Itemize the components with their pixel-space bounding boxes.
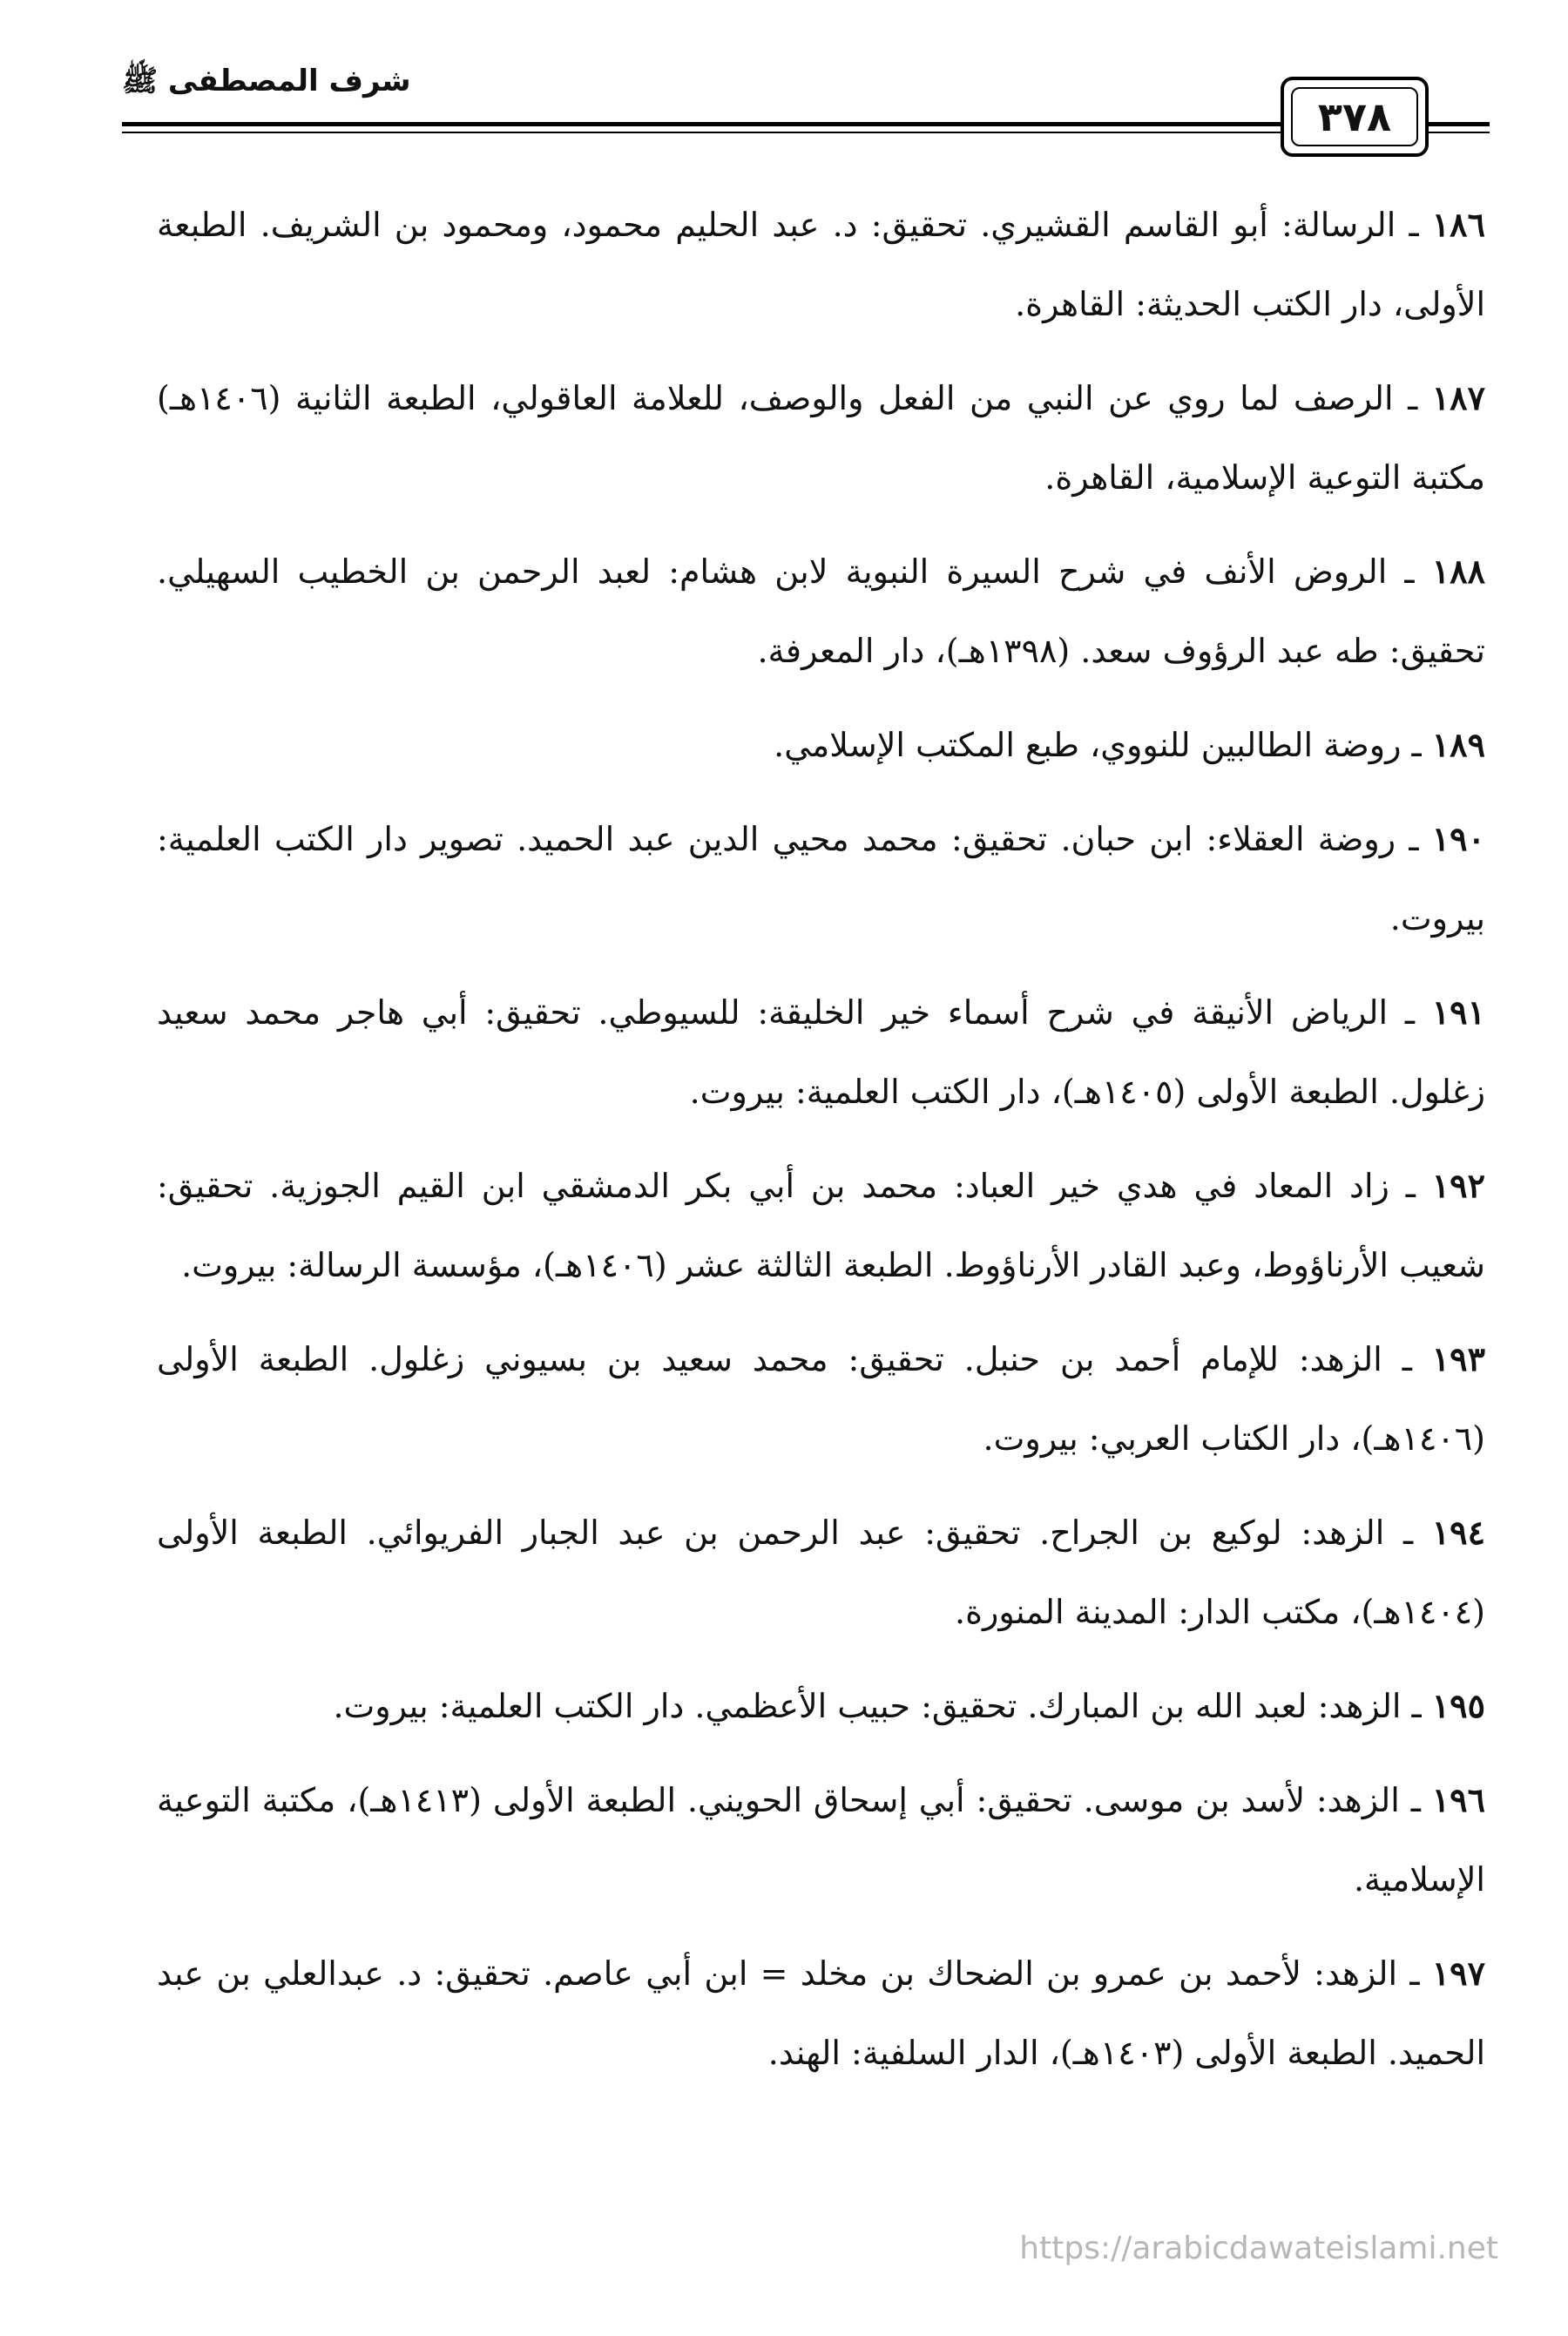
bibliography-entry <box>157 972 1485 1132</box>
bibliography-entry <box>157 185 1485 344</box>
entry-text: ـ الزهد: لأحمد بن عمرو بن الضحاك بن مخلد = ابن أبي عاصم. تحقيق: د. عبدالعلي بن عبد الحميد. الطبعة الأولى (١٤٠٣هـ)، الدار السلفية: الهند. <box>157 1954 1485 2072</box>
bibliography-entry <box>157 799 1485 958</box>
page-number-frame <box>1281 77 1429 157</box>
entry-text: ـ الرسالة: أبو القاسم القشيري. تحقيق: د. عبد الحليم محمود، ومحمود بن الشريف. الطبعة الأولى، دار الكتب الحديثة: القاهرة. <box>157 206 1485 323</box>
entry-text: ـ الرياض الأنيقة في شرح أسماء خير الخليقة: للسيوطي. تحقيق: أبي هاجر محمد سعيد زغلول. الطبعة الأولى (١٤٠٥هـ)، دار الكتب العلمية: بيروت. <box>157 993 1485 1111</box>
entry-number: ١٩٢ <box>1431 1166 1485 1205</box>
entry-text: ـ روضة الطالبين للنووي، طبع المكتب الإسلامي. <box>774 726 1422 764</box>
bibliography-entry <box>157 1146 1485 1305</box>
entry-number: ١٩٦ <box>1431 1780 1485 1819</box>
entry-text: ـ الزهد: لوكيع بن الجراح. تحقيق: عبد الرحمن بن عبد الجبار الفريوائي. الطبعة الأولى (١٤٠٤هـ)، مكتب الدار: المدينة المنورة. <box>157 1513 1485 1631</box>
bibliography-entry <box>157 1493 1485 1652</box>
entry-number: ١٨٧ <box>1431 378 1485 417</box>
bibliography-entry <box>157 1666 1485 1746</box>
entry-number: ١٩٤ <box>1431 1513 1485 1552</box>
header-rule <box>122 122 1281 126</box>
entry-number: ١٨٨ <box>1431 552 1485 591</box>
running-title: شرف المصطفى ﷺ <box>122 64 411 98</box>
watermark-url: https://arabicdawateislami.net <box>1019 2231 1498 2266</box>
entry-number: ١٨٦ <box>1431 205 1485 244</box>
bibliography-entry <box>157 358 1485 518</box>
entry-text: ـ الرصف لما روي عن النبي من الفعل والوصف، للعلامة العاقولي، الطبعة الثانية (١٤٠٦هـ) مكتبة التوعية الإسلامية، القاهرة. <box>157 379 1485 497</box>
bibliography-entry <box>157 1760 1485 1920</box>
header-rule-thin <box>122 132 1281 133</box>
bibliography-list <box>157 185 1485 2107</box>
entry-text: ـ روضة العقلاء: ابن حبان. تحقيق: محمد محيي الدين عبد الحميد. تصوير دار الكتب العلمية: بيروت. <box>157 820 1485 938</box>
entry-number: ١٩٣ <box>1431 1339 1485 1378</box>
entry-number: ١٩٠ <box>1431 819 1485 858</box>
entry-number: ١٩١ <box>1431 992 1485 1032</box>
entry-text: ـ الزهد: لعبد الله بن المبارك. تحقيق: حبيب الأعظمي. دار الكتب العلمية: بيروت. <box>333 1687 1422 1725</box>
bibliography-entry <box>157 1319 1485 1479</box>
page-number: ٣٧٨ <box>1291 87 1418 146</box>
entry-number: ١٨٩ <box>1431 725 1485 764</box>
entry-number: ١٩٧ <box>1431 1953 1485 1993</box>
entry-text: ـ الزهد: للإمام أحمد بن حنبل. تحقيق: محمد سعيد بن بسيوني زغلول. الطبعة الأولى (١٤٠٦هـ)، دار الكتاب العربي: بيروت. <box>157 1340 1485 1458</box>
bibliography-entry <box>157 1933 1485 2093</box>
header-rule-right-thin <box>1429 132 1490 133</box>
header-rule-right <box>1429 122 1490 126</box>
bibliography-entry <box>157 532 1485 691</box>
bibliography-entry <box>157 705 1485 785</box>
entry-number: ١٩٥ <box>1431 1686 1485 1725</box>
page-header <box>0 0 1568 157</box>
entry-text: ـ زاد المعاد في هدي خير العباد: محمد بن أبي بكر الدمشقي ابن القيم الجوزية. تحقيق: شعيب الأرناؤوط، وعبد القادر الأرناؤوط. الطبعة الثالثة عشر (١٤٠٦هـ)، مؤسسة الرسالة: بيروت. <box>157 1167 1485 1284</box>
entry-text: ـ الزهد: لأسد بن موسى. تحقيق: أبي إسحاق الحويني. الطبعة الأولى (١٤١٣هـ)، مكتبة التوعية الإسلامية. <box>157 1781 1485 1899</box>
entry-text: ـ الروض الأنف في شرح السيرة النبوية لابن هشام: لعبد الرحمن بن الخطيب السهيلي. تحقيق: طه عبد الرؤوف سعد. (١٣٩٨هـ)، دار المعرفة. <box>157 552 1485 670</box>
